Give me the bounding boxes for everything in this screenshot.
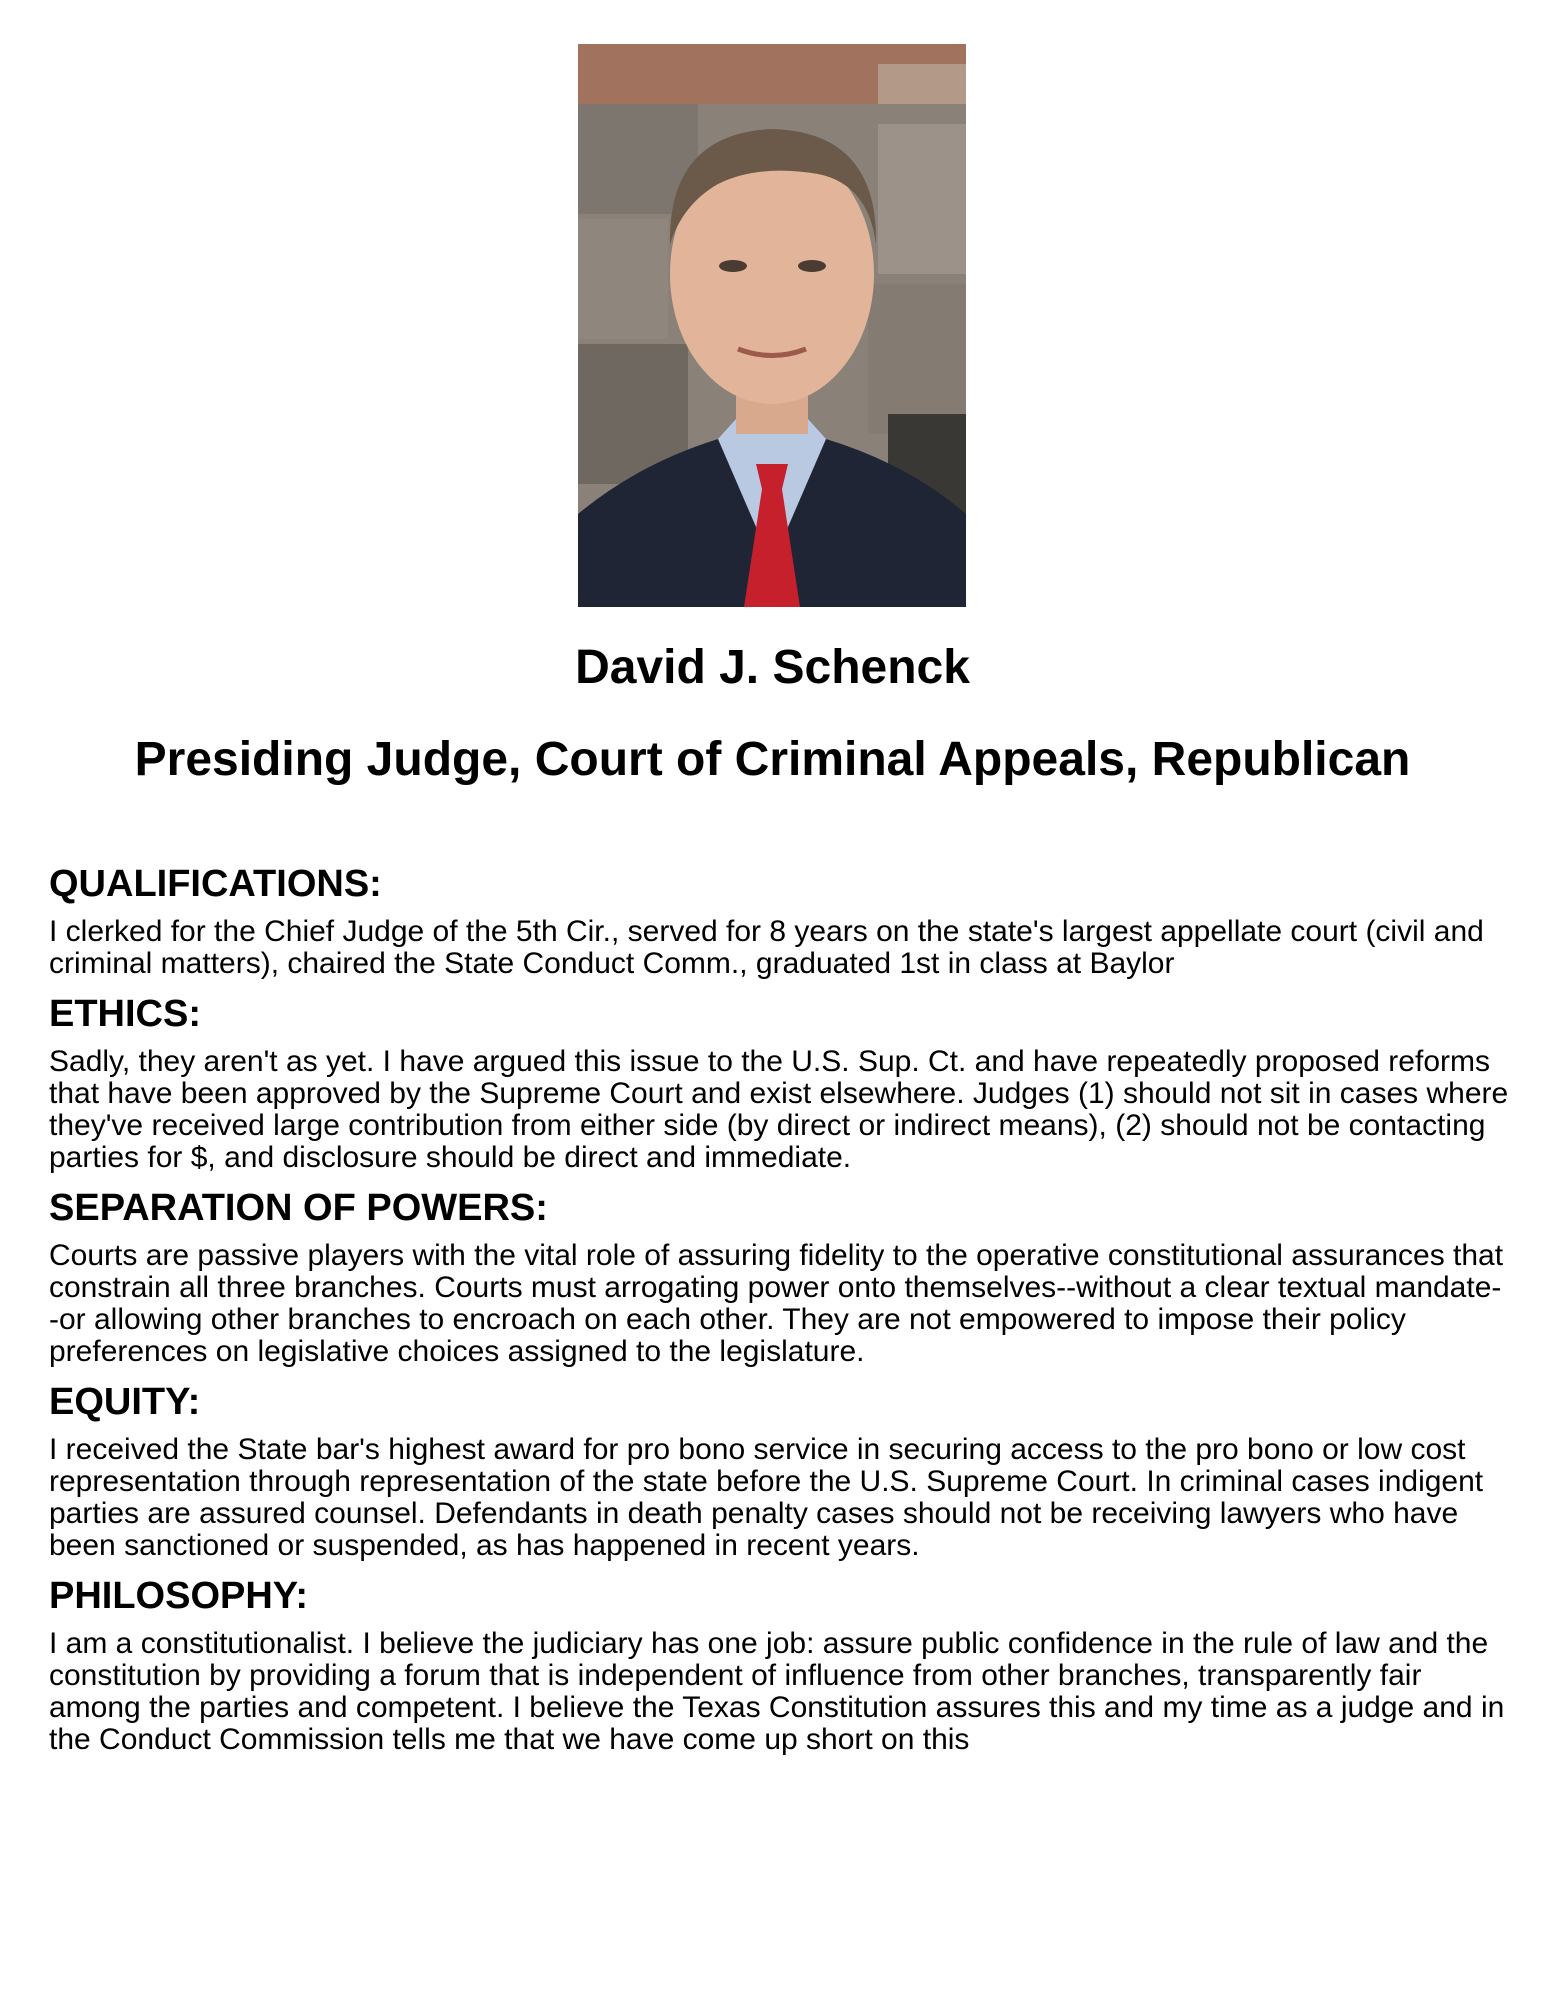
section-body: I am a constitutionalist. I believe the judiciary has one job: assure public confidence in the rule of law and the constitution by providing a forum that is independent of influence from other branches, transparently fair among the parties and competent. I believe the Texas Constitution assures this and my time as a judge and in the Conduct Commission tells me that we have come up short on this [49, 1627, 1505, 1756]
section-heading: QUALIFICATIONS: [49, 863, 382, 905]
candidate-photo [578, 44, 966, 607]
section-philosophy [49, 1572, 1509, 1756]
section-heading: EQUITY: [49, 1381, 201, 1423]
candidate-office: Presiding Judge, Court of Criminal Appeals, Republican [134, 733, 1411, 786]
section-qualifications [49, 860, 1509, 980]
section-body: I received the State bar's highest award for pro bono service in securing access to the pro bono or low cost representation through representation of the state before the U.S. Supreme Court. In criminal cases indigent parties are assured counsel. Defendants in death penalty cases should not be receiving lawyers who have been sanctioned or suspended, as has happened in recent years. [49, 1433, 1484, 1562]
section-body: Courts are passive players with the vital role of assuring fidelity to the operative constitutional assurances that constrain all three branches. Courts must arrogating power onto themselves--without a clear textual mandate--or allowing other branches to encroach on each other. They are not empowered to impose their policy preferences on legislative choices assigned to the legislature. [49, 1239, 1504, 1368]
portrait-image [578, 44, 966, 607]
section-equity [49, 1378, 1509, 1562]
section-heading: ETHICS: [49, 993, 201, 1035]
section-heading: SEPARATION OF POWERS: [49, 1187, 548, 1229]
section-heading: PHILOSOPHY: [49, 1575, 308, 1617]
candidate-name: David J. Schenck [575, 641, 970, 694]
section-separation-of-powers [49, 1184, 1509, 1368]
section-ethics [49, 990, 1509, 1174]
candidate-responses [49, 860, 1509, 1766]
section-body: Sadly, they aren't as yet. I have argued this issue to the U.S. Sup. Ct. and have repeatedly proposed reforms that have been approved by the Supreme Court and exist elsewhere. Judges (1) should not sit in cases where they've received large contribution from either side (by direct or indirect means), (2) should not be contacting parties for $, and disclosure should be direct and immediate. [49, 1045, 1509, 1174]
section-body: I clerked for the Chief Judge of the 5th Cir., served for 8 years on the state's largest appellate court (civil and criminal matters), chaired the State Conduct Comm., graduated 1st in class at Baylor [49, 915, 1484, 980]
